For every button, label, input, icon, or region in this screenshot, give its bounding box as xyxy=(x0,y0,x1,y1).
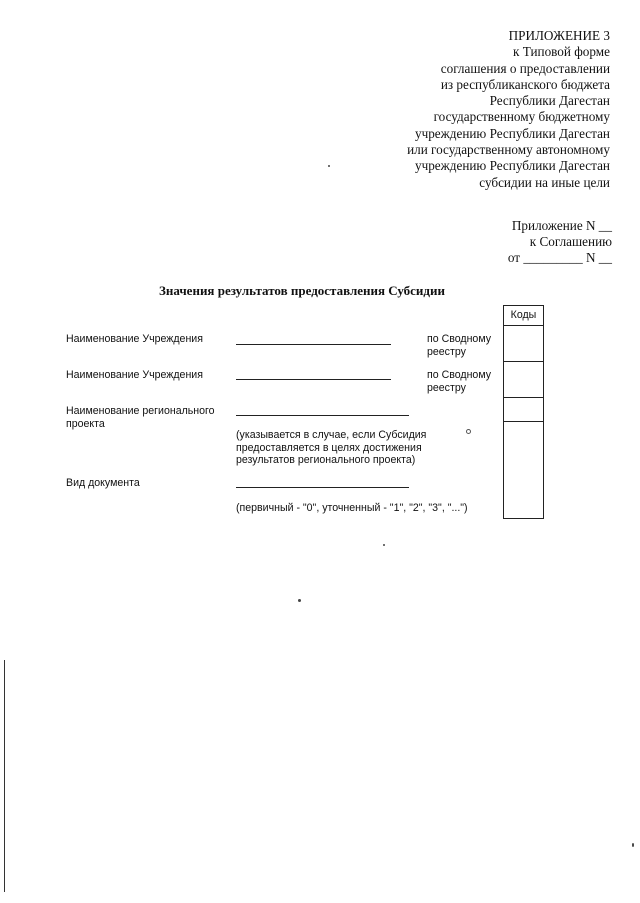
code-cell-regional-project xyxy=(503,398,544,422)
code-cell-document-type xyxy=(503,422,544,519)
document-type-note: (первичный - "0", уточненный - "1", "2", "3", "...") xyxy=(236,502,468,514)
scan-speck xyxy=(466,429,471,434)
scan-speck xyxy=(298,599,301,602)
agreement-ref-line: Приложение N __ xyxy=(511,218,612,233)
scan-margin-mark xyxy=(4,660,5,892)
institution-label: Наименование Учреждения xyxy=(66,333,203,345)
regional-project-note: (указывается в случае, если Субсидия предоставляется в целях достижения результатов регионального проекта) xyxy=(236,429,427,466)
codes-header: Коды xyxy=(503,305,544,326)
annex-header xyxy=(330,28,610,191)
scan-speck xyxy=(328,165,330,167)
registry-label: по Сводному реестру xyxy=(427,333,492,358)
institution-name-field[interactable] xyxy=(236,344,391,345)
regional-project-field[interactable] xyxy=(236,415,409,416)
institution-label: Наименование Учреждения xyxy=(66,369,203,381)
document-type-field[interactable] xyxy=(236,487,409,488)
annex-header-line: к Типовой форме xyxy=(513,44,610,60)
agreement-ref-line: к Соглашению xyxy=(529,234,612,249)
registry-label: по Сводному реестру xyxy=(427,369,492,394)
annex-header-line: Республики Дагестан xyxy=(489,93,610,109)
regional-project-label: Наименование регионального проекта xyxy=(66,405,215,430)
code-cell-institution-1 xyxy=(503,326,544,362)
agreement-ref-line: от _________ N __ xyxy=(507,250,612,265)
document-type-label: Вид документа xyxy=(66,477,140,489)
scan-speck xyxy=(383,544,385,546)
scan-speck xyxy=(632,843,634,847)
annex-header-line: соглашения о предоставлении xyxy=(440,60,610,76)
annex-header-line: ПРИЛОЖЕНИЕ 3 xyxy=(508,28,610,43)
annex-header-line: учреждению Республики Дагестан xyxy=(414,158,610,174)
form-title: Значения результатов предоставления Субсидии xyxy=(159,283,445,298)
annex-header-line: из республиканского бюджета xyxy=(440,76,610,92)
code-cell-institution-2 xyxy=(503,362,544,398)
annex-header-line: или государственному автономному xyxy=(407,142,610,158)
annex-header-line: учреждению Республики Дагестан xyxy=(414,125,610,141)
institution-name-field[interactable] xyxy=(236,379,391,380)
agreement-reference xyxy=(412,218,612,266)
annex-header-line: субсидии на иные цели xyxy=(479,174,610,190)
annex-header-line: государственному бюджетному xyxy=(433,109,610,125)
